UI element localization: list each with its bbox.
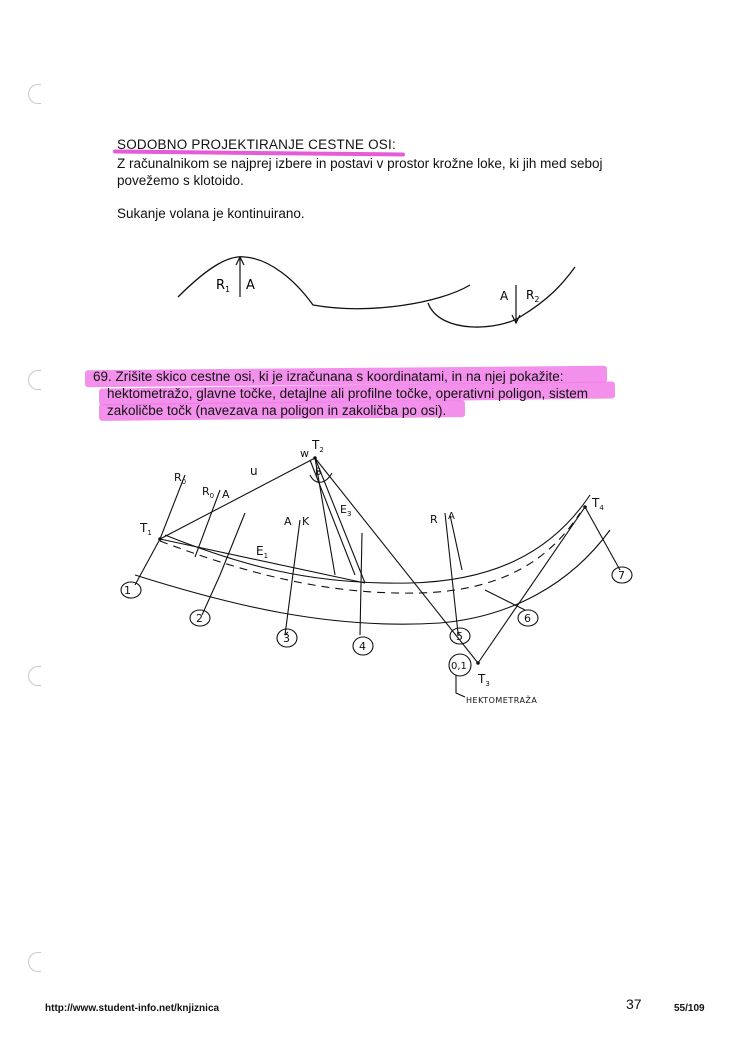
circle-label-7: 7: [618, 569, 625, 582]
radial-ra: [450, 515, 462, 570]
sketch1-right-a: A: [500, 289, 509, 303]
page-number: 37: [626, 996, 642, 1012]
label-beta: β: [315, 467, 322, 478]
radial-7: [585, 507, 620, 570]
circle-label-1: 1: [124, 584, 131, 597]
section-heading: SODOBNO PROJEKTIRANJE CESTNE OSI:: [117, 137, 396, 152]
paragraph-intro: [117, 155, 637, 189]
point-t2: [313, 456, 317, 460]
paragraph-steering: Sukanje volana je kontinuirano.: [117, 206, 305, 221]
punch-hole-4: [28, 952, 41, 972]
question-line-1-text: Zrišite skico cestne osi, ki je izračunana s koordinatami, in na njej pokažite:: [115, 369, 564, 384]
label-u: u: [250, 464, 258, 478]
page-count: 55/109: [674, 1003, 705, 1014]
label-r0: $R_0$: [174, 471, 187, 486]
footer-url[interactable]: http://www.student-info.net/knjiznica: [45, 1003, 220, 1014]
label-e3: $E_3$: [340, 503, 352, 518]
sketch-arc-clothoid: [170, 245, 590, 335]
sketch-road-axis: [110, 435, 640, 735]
punch-hole-1: [28, 84, 41, 104]
label-t1: $T_1$: [140, 521, 152, 537]
circle-label-5: 5: [456, 630, 463, 643]
polygon-t1-t2: [160, 458, 315, 539]
paragraph-intro-line-1: Z računalnikom se najprej izbere in postavi v prostor krožne loke, ki jih med seboj: [117, 156, 603, 171]
punch-hole-3: [28, 666, 41, 686]
circle-label-4: 4: [359, 640, 366, 653]
circle-label-3: 3: [283, 632, 290, 645]
point-t3: [476, 661, 480, 665]
label-ra-a: A: [448, 511, 455, 522]
label-ak-k: K: [302, 515, 310, 528]
radial-6: [485, 590, 525, 610]
point-t4: [583, 505, 587, 509]
circle-label-6: 6: [524, 612, 531, 625]
circle-label-2: 2: [196, 612, 203, 625]
label-r0a: $R_0$: [202, 485, 215, 500]
sketch1-right-r: $R_2$: [526, 288, 540, 304]
polygon-t2-e: [315, 458, 365, 583]
question-line-2: hektometražo, glavne točke, detajlne ali profilne točke, operativni poligon, sistem: [107, 386, 589, 401]
radial-3: [285, 520, 300, 635]
question-69: [93, 368, 613, 419]
label-ra-r: R: [430, 513, 438, 526]
label-ak-a: A: [284, 515, 292, 528]
sketch1-left-a: A: [246, 278, 255, 293]
road-edge-lower: [135, 530, 610, 624]
leader-1: [135, 539, 160, 585]
label-t2: $T_2$: [312, 438, 324, 454]
question-number: 69.: [93, 369, 112, 384]
label-t4: $T_4$: [592, 496, 604, 512]
label-t3: $T_3$: [478, 672, 490, 688]
label-hektometraza: HEKTOMETRAŽA: [466, 696, 538, 705]
polygon-t3-t4: [478, 507, 585, 663]
radial-4: [360, 533, 362, 635]
road-edge-upper: [165, 495, 590, 583]
sketch1-left-r: $R_1$: [216, 278, 231, 294]
circle-label-01: 0,1: [451, 661, 467, 672]
paragraph-intro-line-2: povežemo s klotoido.: [117, 173, 244, 188]
question-line-1: [93, 368, 613, 385]
hektometraza-bracket: [456, 675, 465, 697]
polygon-t2-t3: [315, 458, 478, 663]
question-line-3: zakoličbe točk (navezava na poligon in zakoličba po osi).: [107, 403, 447, 418]
label-w: w: [300, 447, 309, 460]
radial-5: [445, 513, 458, 633]
label-r0a-a: A: [222, 488, 230, 501]
label-e1: $E_1$: [256, 544, 269, 560]
radial-r0a: [195, 490, 220, 557]
point-t1: [158, 537, 162, 541]
punch-hole-2: [28, 370, 41, 390]
